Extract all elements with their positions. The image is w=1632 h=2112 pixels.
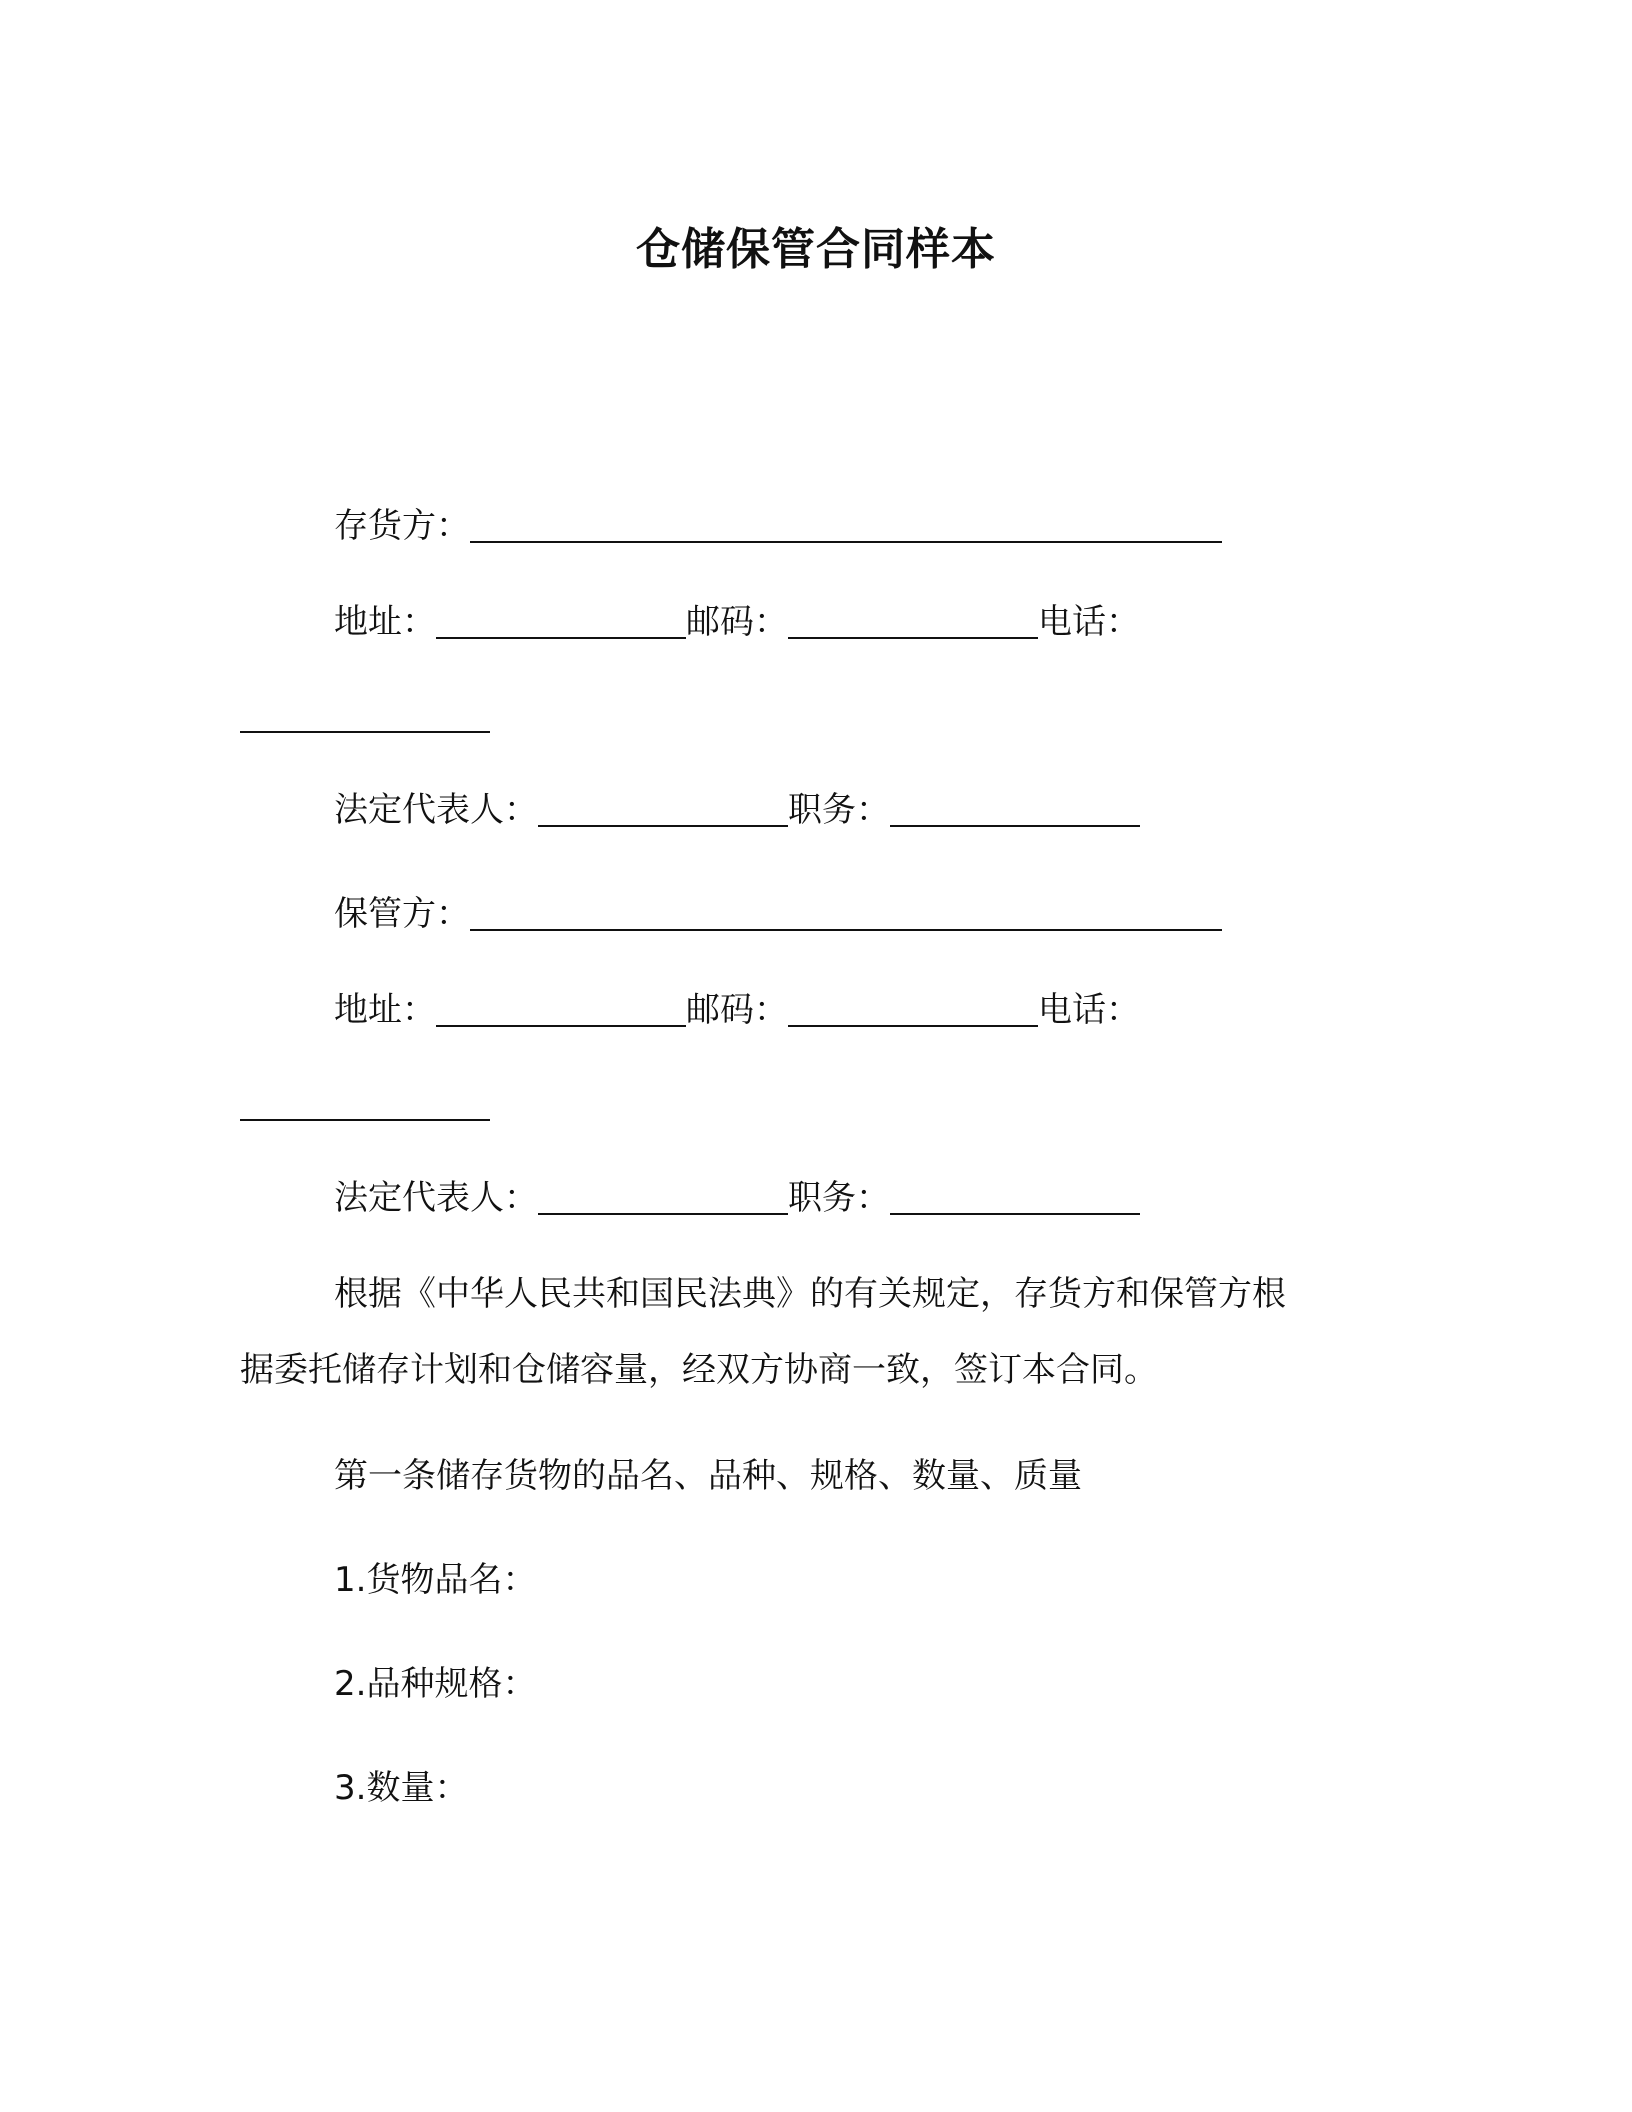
depositor-address-field[interactable] xyxy=(436,599,686,639)
depositor-line xyxy=(334,502,1222,550)
phone-label: 电话： xyxy=(1038,602,1140,642)
article-1-heading: 第一条储存货物的品名、品种、规格、数量、质量 xyxy=(334,1456,1082,1496)
depositor-phone-continuation xyxy=(240,692,490,740)
custodian-position-field[interactable] xyxy=(890,1175,1140,1215)
custodian-address-line xyxy=(334,986,1140,1034)
depositor-position-field[interactable] xyxy=(890,787,1140,827)
depositor-label: 存货方： xyxy=(334,506,470,546)
depositor-rep-field[interactable] xyxy=(538,787,788,827)
document-title: 仓储保管合同样本 xyxy=(636,224,996,275)
custodian-label: 保管方： xyxy=(334,894,470,934)
depositor-postcode-field[interactable] xyxy=(788,599,1038,639)
depositor-address-line xyxy=(334,598,1140,646)
custodian-line xyxy=(334,890,1222,938)
address-label: 地址： xyxy=(334,602,436,642)
item-goods-name: 1.货物品名： xyxy=(334,1560,537,1600)
legal-rep-label: 法定代表人： xyxy=(334,790,538,830)
custodian-phone-continuation xyxy=(240,1080,490,1128)
depositor-phone-field[interactable] xyxy=(240,693,490,733)
custodian-rep-field[interactable] xyxy=(538,1175,788,1215)
custodian-phone-field[interactable] xyxy=(240,1081,490,1121)
postcode-label: 邮码： xyxy=(686,602,788,642)
custodian-rep-line xyxy=(334,1174,1140,1222)
phone-label: 电话： xyxy=(1038,990,1140,1030)
position-label: 职务： xyxy=(788,790,890,830)
preamble-line-1: 根据《中华人民共和国民法典》的有关规定，存货方和保管方根 xyxy=(334,1274,1286,1314)
item-variety-spec: 2.品种规格： xyxy=(334,1664,537,1704)
depositor-name-field[interactable] xyxy=(470,503,1222,543)
legal-rep-label: 法定代表人： xyxy=(334,1178,538,1218)
custodian-name-field[interactable] xyxy=(470,891,1222,931)
address-label: 地址： xyxy=(334,990,436,1030)
custodian-address-field[interactable] xyxy=(436,987,686,1027)
preamble-line-2: 据委托储存计划和仓储容量，经双方协商一致，签订本合同。 xyxy=(240,1350,1158,1390)
depositor-rep-line xyxy=(334,786,1140,834)
item-quantity: 3.数量： xyxy=(334,1768,469,1808)
position-label: 职务： xyxy=(788,1178,890,1218)
postcode-label: 邮码： xyxy=(686,990,788,1030)
custodian-postcode-field[interactable] xyxy=(788,987,1038,1027)
